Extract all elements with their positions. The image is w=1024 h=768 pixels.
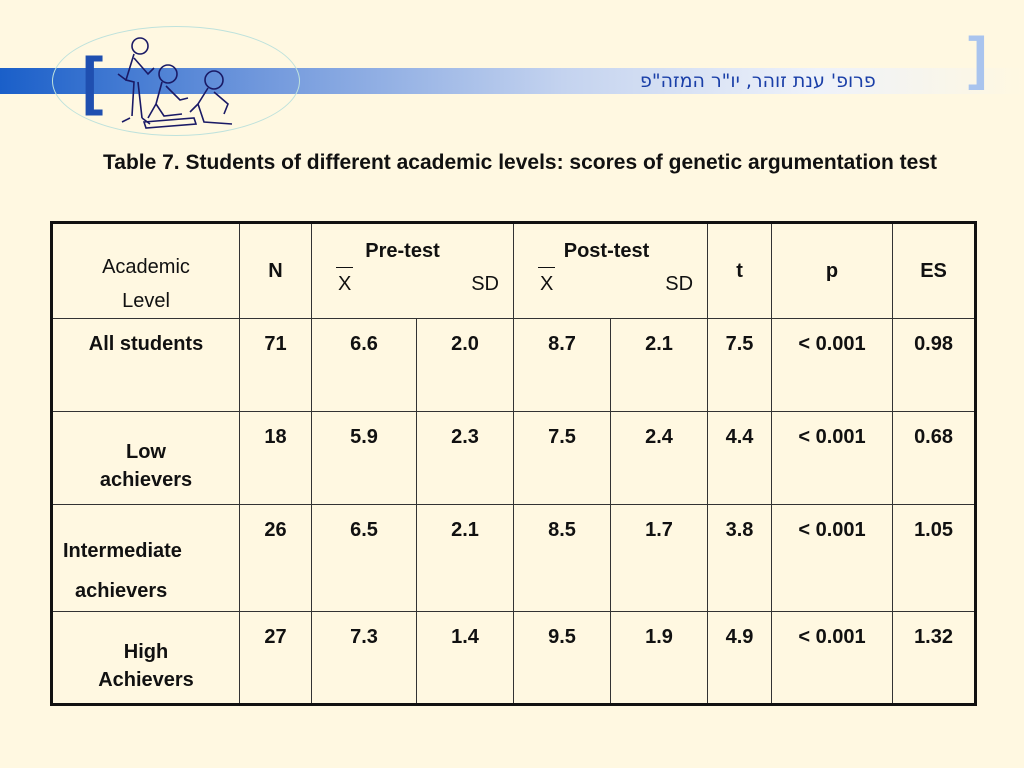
row-label	[52, 412, 240, 505]
cell-pre-mean: 6.5	[312, 505, 417, 612]
header-pretest-label: Pre-test	[365, 240, 440, 262]
cell-n: 18	[240, 412, 312, 505]
results-table	[50, 221, 977, 706]
cell-p: < 0.001	[772, 319, 893, 412]
cell-pre-sd: 2.1	[417, 505, 514, 612]
table-row	[52, 505, 976, 612]
right-bracket-decoration: ]	[968, 26, 988, 91]
author-header: פרופ' ענת זוהר, יו"ר המזה"פ	[640, 70, 876, 92]
header-p-label: p	[825, 259, 839, 282]
cell-post-mean: 8.7	[514, 319, 611, 412]
header-posttest-label: Post-test	[563, 240, 650, 262]
row-label	[52, 505, 240, 612]
header-posttest-mean: X	[540, 273, 554, 295]
row-label-line1: Intermediate	[63, 540, 182, 562]
row-label-line2: achievers	[75, 580, 168, 602]
cell-post-sd: 1.9	[611, 612, 708, 705]
cell-p: < 0.001	[772, 612, 893, 705]
cell-post-mean: 8.5	[514, 505, 611, 612]
cell-post-sd: 2.4	[611, 412, 708, 505]
header-n-label: N	[268, 259, 283, 282]
cell-t: 3.8	[708, 505, 772, 612]
table-row	[52, 412, 976, 505]
cell-post-sd: 2.1	[611, 319, 708, 412]
cell-es: 1.05	[893, 505, 976, 612]
cell-es: 0.68	[893, 412, 976, 505]
cell-n: 71	[240, 319, 312, 412]
header-academic-level-line1: Academic	[102, 256, 190, 278]
header-n	[240, 223, 312, 319]
cell-n: 27	[240, 612, 312, 705]
table-title: Table 7. Students of different academic levels: scores of genetic argumentation test	[103, 151, 937, 174]
cell-n: 26	[240, 505, 312, 612]
header-t	[708, 223, 772, 319]
cell-pre-sd: 2.3	[417, 412, 514, 505]
header-p	[772, 223, 893, 319]
header-es-label: ES	[920, 259, 947, 282]
row-label	[52, 319, 240, 412]
left-bracket-decoration: [	[82, 44, 104, 116]
cell-post-mean: 9.5	[514, 612, 611, 705]
cell-post-sd: 1.7	[611, 505, 708, 612]
children-reading-illustration	[104, 34, 254, 130]
cell-pre-sd: 1.4	[417, 612, 514, 705]
header-academic-level-line2: Level	[122, 290, 170, 312]
header-posttest	[514, 223, 708, 319]
cell-t: 4.9	[708, 612, 772, 705]
table-row	[52, 319, 976, 412]
cell-post-mean: 7.5	[514, 412, 611, 505]
row-label-line1: Low	[126, 441, 166, 463]
cell-p: < 0.001	[772, 412, 893, 505]
cell-p: < 0.001	[772, 505, 893, 612]
table-row	[52, 612, 976, 705]
cell-es: 0.98	[893, 319, 976, 412]
cell-es: 1.32	[893, 612, 976, 705]
table-header-row	[52, 223, 976, 319]
header-t-label: t	[736, 259, 743, 282]
header-pretest-sd: SD	[471, 273, 500, 295]
cell-pre-mean: 7.3	[312, 612, 417, 705]
cell-pre-sd: 2.0	[417, 319, 514, 412]
row-label	[52, 612, 240, 705]
header-pretest	[312, 223, 514, 319]
cell-pre-mean: 5.9	[312, 412, 417, 505]
header-academic-level	[52, 223, 240, 319]
row-label-line2: Achievers	[98, 669, 194, 691]
row-label-line2: achievers	[99, 469, 193, 491]
cell-t: 4.4	[708, 412, 772, 505]
header-es	[893, 223, 976, 319]
header-posttest-sd: SD	[665, 273, 694, 295]
cell-t: 7.5	[708, 319, 772, 412]
row-label-text: All students	[88, 333, 204, 355]
header-pretest-mean: X	[338, 273, 352, 295]
cell-pre-mean: 6.6	[312, 319, 417, 412]
row-label-line1: High	[123, 641, 169, 663]
